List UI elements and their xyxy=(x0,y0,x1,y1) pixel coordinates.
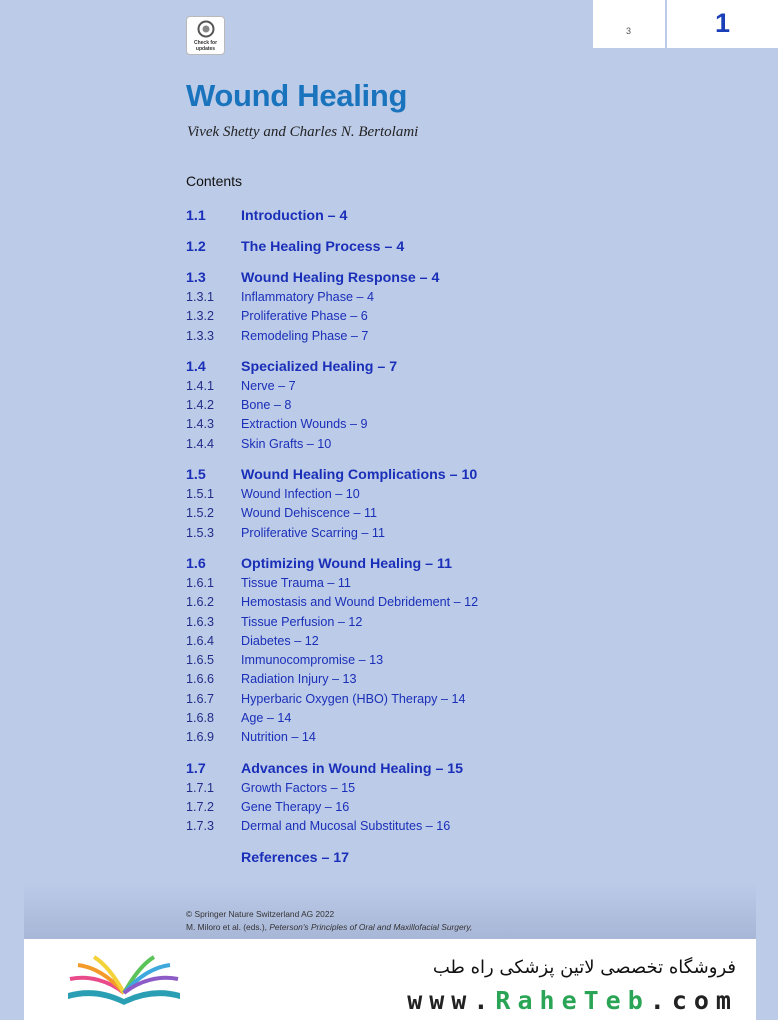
check-for-updates-badge[interactable] xyxy=(186,16,225,55)
store-banner[interactable] xyxy=(24,939,756,1020)
toc-entry[interactable] xyxy=(186,556,666,576)
toc-entry-number: 1.5.1 xyxy=(186,487,215,502)
toc-entry-number: 1.4.3 xyxy=(186,417,215,432)
toc-entry-label: References – 17 xyxy=(241,849,350,866)
toc-entry-number: 1.6 xyxy=(186,555,206,572)
toc-entry-label: Proliferative Scarring – 11 xyxy=(241,525,385,540)
toc-entry[interactable] xyxy=(186,379,666,398)
toc-entry-label: Gene Therapy – 16 xyxy=(241,799,350,814)
toc-entry-label: Hyperbaric Oxygen (HBO) Therapy – 14 xyxy=(241,691,466,706)
toc-entry-label: Immunocompromise – 13 xyxy=(241,653,384,668)
toc-entry[interactable] xyxy=(186,711,666,730)
toc-entry-label: Growth Factors – 15 xyxy=(241,780,356,795)
toc-entry[interactable] xyxy=(186,270,666,290)
toc-entry[interactable] xyxy=(186,208,666,228)
toc-entry[interactable] xyxy=(186,506,666,525)
toc-entry-label: Hemostasis and Wound Debridement – 12 xyxy=(241,595,479,610)
toc-entry-number: 1.6.6 xyxy=(186,672,215,687)
store-name: فروشگاه تخصصی لاتین پزشکی راه طب xyxy=(432,957,736,978)
toc-entry[interactable] xyxy=(186,329,666,348)
toc-entry-number: 1.2 xyxy=(186,239,206,255)
toc-entry-number: 1.7.3 xyxy=(186,819,215,834)
toc-entry-number: 1.6.8 xyxy=(186,711,215,726)
toc-entry-number: 1.3.3 xyxy=(186,328,215,343)
toc-entry-label: Wound Infection – 10 xyxy=(241,487,360,502)
toc-entry-label: Nerve – 7 xyxy=(241,378,296,393)
toc-entry-number: 1.6.1 xyxy=(186,575,215,590)
toc-entry-label: Diabetes – 12 xyxy=(241,633,319,648)
toc-entry[interactable] xyxy=(186,761,666,781)
toc-entry-label: Nutrition – 14 xyxy=(241,730,316,745)
toc-entry-label: Remodeling Phase – 7 xyxy=(241,328,369,343)
footer-shade xyxy=(24,882,756,942)
toc-entry-number: 1.6.9 xyxy=(186,730,215,745)
toc-entry[interactable] xyxy=(186,615,666,634)
toc-entry-number: 1.3.2 xyxy=(186,309,215,324)
toc-entry-number: 1.4.1 xyxy=(186,378,215,393)
chapter-authors: Vivek Shetty and Charles N. Bertolami xyxy=(187,124,419,140)
toc-entry[interactable] xyxy=(186,634,666,653)
toc-entry-label: Skin Grafts – 10 xyxy=(241,436,332,451)
toc-entry-label: Inflammatory Phase – 4 xyxy=(241,290,374,304)
toc-entry[interactable] xyxy=(186,487,666,506)
toc-entry[interactable] xyxy=(186,781,666,800)
toc-entry-number: 1.7.2 xyxy=(186,799,215,814)
toc-entry-label: Wound Dehiscence – 11 xyxy=(241,506,378,521)
chapter-number: 1 xyxy=(715,8,731,38)
toc-entry[interactable] xyxy=(186,417,666,436)
toc-entry-label: Wound Healing Response – 4 xyxy=(241,270,440,286)
check-updates-label: Check for updates xyxy=(193,40,218,52)
open-book-rainbow-logo xyxy=(64,953,184,1009)
toc-entry-number: 1.4.4 xyxy=(186,436,215,451)
toc-entry-number: 1.3.1 xyxy=(186,290,215,304)
check-updates-icon xyxy=(197,20,215,40)
toc-entry-number: 1.6.2 xyxy=(186,595,215,610)
url-prefix: www. xyxy=(407,986,496,1015)
url-suffix: .com xyxy=(649,986,738,1015)
toc-entry-number: 1.1 xyxy=(186,208,206,224)
toc-entry[interactable] xyxy=(186,239,666,259)
toc-entry-label: Wound Healing Complications – 10 xyxy=(241,467,478,484)
toc-entry[interactable] xyxy=(186,359,666,379)
toc-entry[interactable] xyxy=(186,653,666,672)
toc-entry-label: Advances in Wound Healing – 15 xyxy=(241,760,464,777)
citation-editors: M. Miloro et al. (eds.), xyxy=(186,922,270,932)
toc-entry-label: Proliferative Phase – 6 xyxy=(241,309,368,324)
citation-line xyxy=(186,922,472,932)
store-url[interactable] xyxy=(407,986,738,1015)
toc-entry-label: Optimizing Wound Healing – 11 xyxy=(241,555,452,572)
toc-entry[interactable] xyxy=(186,437,666,456)
toc-entry-number: 1.5 xyxy=(186,467,206,484)
toc-entry-label: The Healing Process – 4 xyxy=(241,239,405,255)
chapter-title: Wound Healing xyxy=(186,78,408,113)
page-number-box xyxy=(593,0,665,48)
toc-entry[interactable] xyxy=(186,730,666,749)
toc-entry-label: Bone – 8 xyxy=(241,398,292,413)
url-brand: RaheTeb xyxy=(495,986,650,1015)
citation-book-title: Peterson's Principles of Oral and Maxillofacial Surgery, xyxy=(269,922,473,932)
toc-entry[interactable] xyxy=(186,290,666,309)
toc-entry-label: Specialized Healing – 7 xyxy=(241,358,398,375)
toc-entry-number: 1.5.2 xyxy=(186,506,215,521)
toc-entry-label: Tissue Trauma – 11 xyxy=(241,575,351,590)
toc-entry[interactable] xyxy=(186,398,666,417)
toc-entry-number: 1.4 xyxy=(186,358,206,375)
chapter-number-box xyxy=(667,0,778,48)
toc-entry-number: 1.6.5 xyxy=(186,653,215,668)
toc-entry[interactable] xyxy=(186,819,666,838)
toc-entry[interactable] xyxy=(186,576,666,595)
page-number: 3 xyxy=(626,26,632,36)
toc-entry[interactable] xyxy=(186,692,666,711)
toc-entry-label: Introduction – 4 xyxy=(241,208,348,224)
toc-entry[interactable] xyxy=(186,526,666,545)
toc-entry-label: Dermal and Mucosal Substitutes – 16 xyxy=(241,819,451,834)
toc-entry-number: 1.6.3 xyxy=(186,614,215,629)
toc-entry-number: 1.7.1 xyxy=(186,780,215,795)
toc-entry[interactable] xyxy=(186,672,666,691)
toc-entry[interactable] xyxy=(186,850,666,870)
toc-entry[interactable] xyxy=(186,595,666,614)
toc-entry[interactable] xyxy=(186,467,666,487)
toc-entry-label: Extraction Wounds – 9 xyxy=(241,417,368,432)
toc-entry[interactable] xyxy=(186,800,666,819)
table-of-contents xyxy=(186,208,666,870)
copyright-line: © Springer Nature Switzerland AG 2022 xyxy=(186,909,335,919)
toc-entry-number: 1.5.3 xyxy=(186,525,215,540)
toc-entry-number: 1.3 xyxy=(186,270,206,286)
toc-entry-number: 1.7 xyxy=(186,760,206,777)
toc-entry[interactable] xyxy=(186,309,666,328)
contents-heading: Contents xyxy=(186,173,243,189)
toc-entry-label: Radiation Injury – 13 xyxy=(241,672,357,687)
toc-entry-label: Age – 14 xyxy=(241,711,292,726)
toc-entry-number: 1.6.7 xyxy=(186,691,215,706)
toc-entry-number: 1.4.2 xyxy=(186,398,215,413)
toc-entry-label: Tissue Perfusion – 12 xyxy=(241,614,363,629)
toc-entry-number: 1.6.4 xyxy=(186,633,215,648)
